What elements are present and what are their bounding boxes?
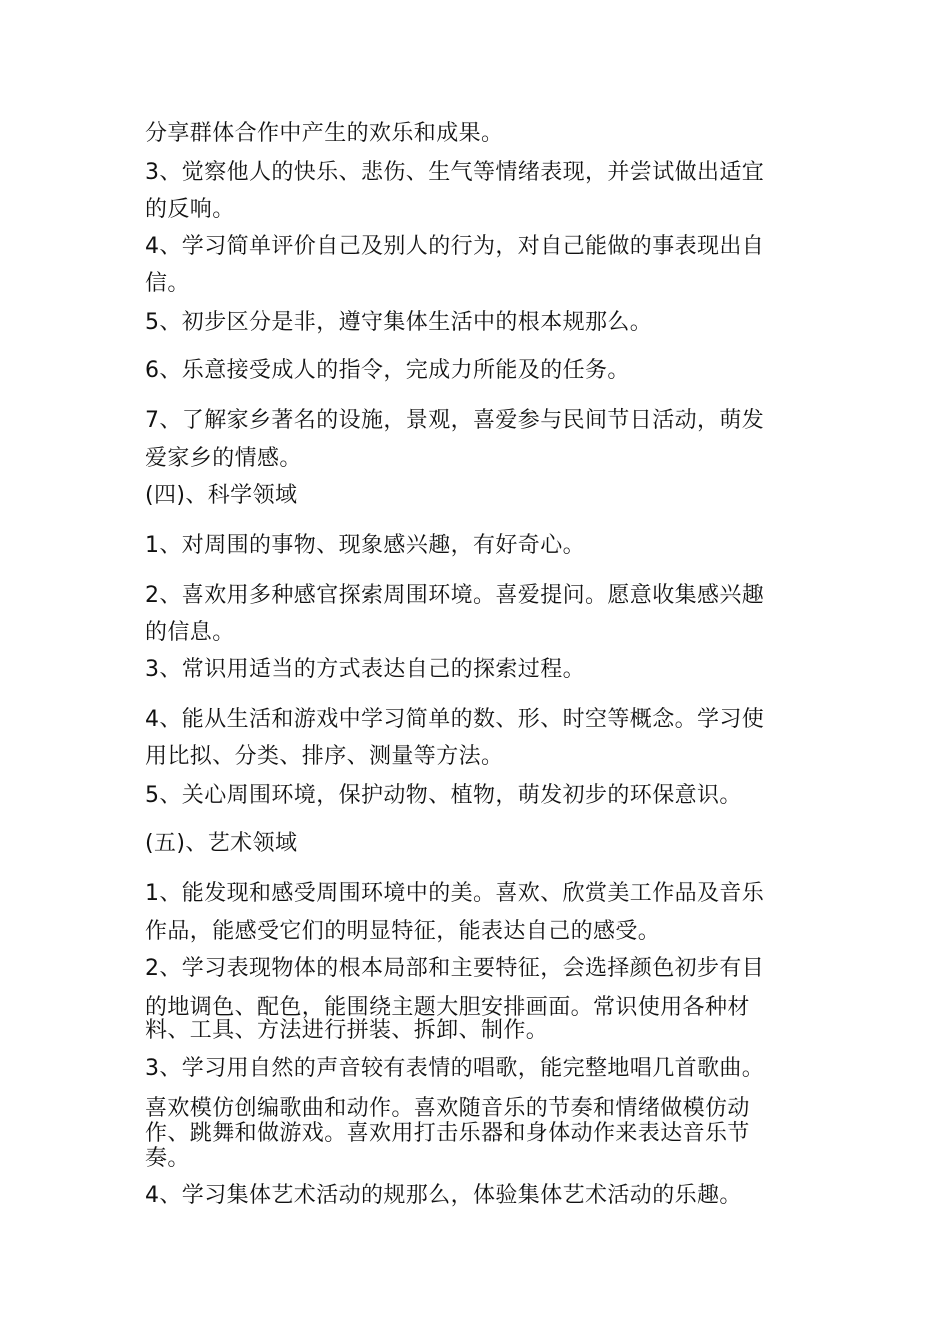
text-line: 5、初步区分是非，遵守集体生活中的根本规那么。 <box>145 310 653 335</box>
text-line: 信。 <box>145 271 190 296</box>
text-line: 1、对周围的事物、现象感兴趣，有好奇心。 <box>145 533 585 558</box>
section-heading: (四)、科学领域 <box>145 483 298 508</box>
text-line: 作品，能感受它们的明显特征，能表达自己的感受。 <box>145 919 661 944</box>
text-line: 4、学习简单评价自己及别人的行为，对自己能做的事表现出自 <box>145 234 765 259</box>
text-line: 4、能从生活和游戏中学习简单的数、形、时空等概念。学习使 <box>145 707 765 732</box>
text-line: 3、学习用自然的声音较有表情的唱歌，能完整地唱几首歌曲。 <box>145 1056 765 1081</box>
text-line: 4、学习集体艺术活动的规那么，体验集体艺术活动的乐趣。 <box>145 1183 742 1208</box>
text-line: 的信息。 <box>145 620 235 645</box>
text-line: 的反响。 <box>145 197 235 222</box>
text-line: 喜欢模仿创编歌曲和动作。喜欢随音乐的节奏和情绪做模仿动 <box>145 1096 750 1121</box>
text-line: 的地调色、配色，能围绕主题大胆安排画面。常识使用各种材 <box>145 995 750 1020</box>
text-line: 分享群体合作中产生的欢乐和成果。 <box>145 121 504 146</box>
text-line: 6、乐意接受成人的指令，完成力所能及的任务。 <box>145 358 630 383</box>
text-line: 3、觉察他人的快乐、悲伤、生气等情绪表现，并尝试做出适宜 <box>145 160 765 185</box>
text-line: 奏。 <box>145 1146 190 1171</box>
text-line: 2、学习表现物体的根本局部和主要特征，会选择颜色初步有目 <box>145 956 765 981</box>
text-line: 1、能发现和感受周围环境中的美。喜欢、欣赏美工作品及音乐 <box>145 881 765 906</box>
text-line: 用比拟、分类、排序、测量等方法。 <box>145 744 504 769</box>
text-line: 3、常识用适当的方式表达自己的探索过程。 <box>145 657 585 682</box>
text-line: 作、跳舞和做游戏。喜欢用打击乐器和身体动作来表达音乐节 <box>145 1121 750 1146</box>
text-line: 7、了解家乡著名的设施，景观，喜爱参与民间节日活动，萌发 <box>145 408 765 433</box>
text-line: 料、工具、方法进行拼装、拆卸、制作。 <box>145 1018 549 1043</box>
text-line: 2、喜欢用多种感官探索周围环境。喜爱提问。愿意收集感兴趣 <box>145 583 765 608</box>
section-heading: (五)、艺术领域 <box>145 831 298 856</box>
text-line: 5、关心周围环境，保护动物、植物，萌发初步的环保意识。 <box>145 783 742 808</box>
text-line: 爱家乡的情感。 <box>145 446 302 471</box>
